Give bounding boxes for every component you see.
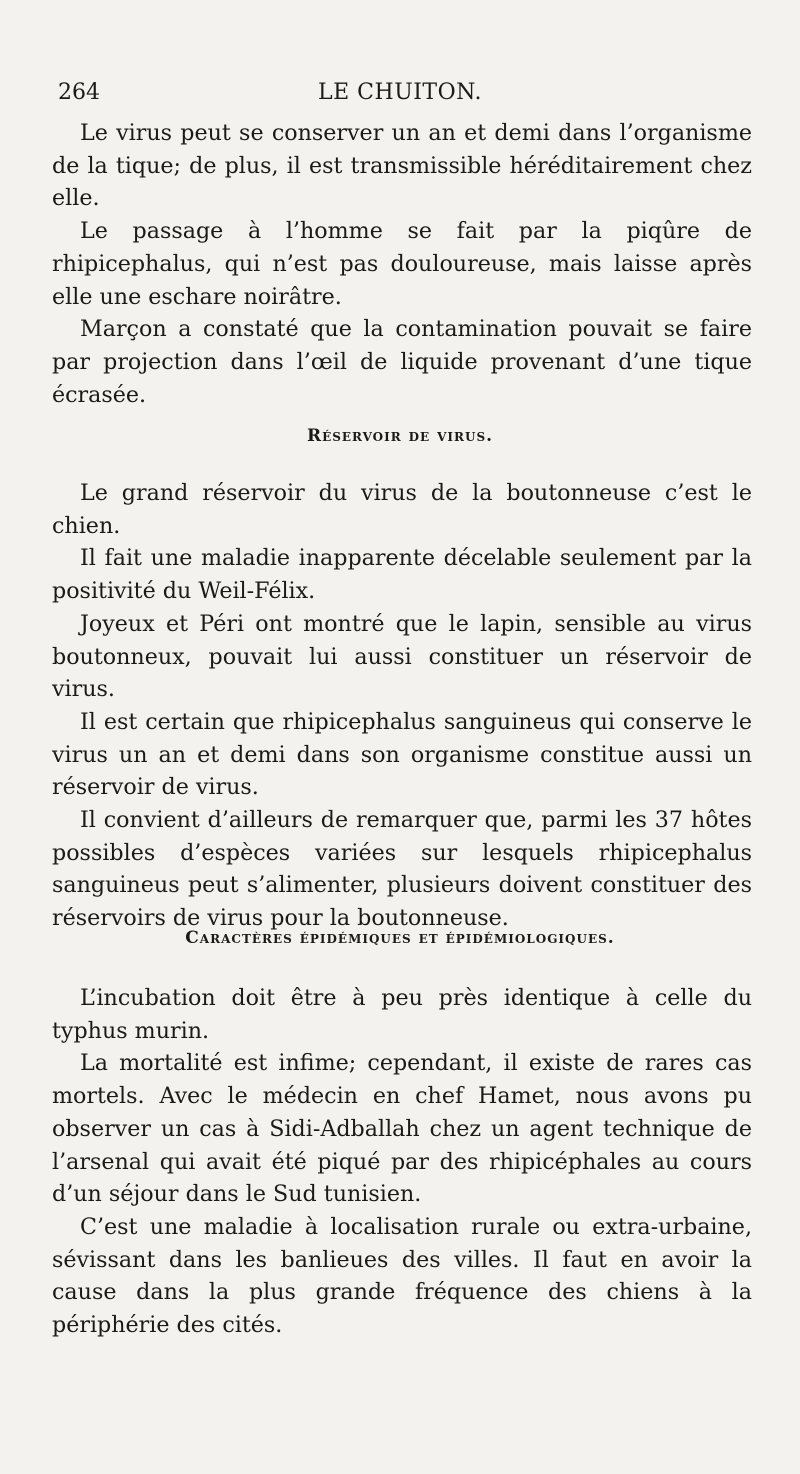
paragraph: Il est certain que rhipicephalus sanguineus qui conserve le virus un an et demi dans son organisme constitue aussi un réservoir de virus. [52,708,752,801]
page-number: 264 [58,80,100,105]
paragraph: Marçon a constaté que la contamination pouvait se faire par projection dans l’œil de liquide provenant d’une tique écrasée. [52,316,752,408]
paragraph: Il fait une maladie inapparente décelable seulement par la positivité du Weil-Félix. [52,545,752,605]
paragraph: Le passage à l’homme se fait par la piqûre de rhipicephalus, qui n’est pas douloureuse, mais laisse après elle une eschare noirâtre. [52,218,752,310]
section-intro [52,117,752,411]
section-caracteres [52,982,752,1342]
section-heading-reservoir: Réservoir de virus. [306,426,494,446]
paragraph: Le virus peut se conserver un an et demi dans l’organisme de la tique; de plus, il est transmissible héréditairement chez elle. [52,120,752,212]
section-reservoir [52,477,752,935]
paragraph: C’est une maladie à localisation rurale ou extra-urbaine, sévissant dans les banlieues des villes. Il faut en avoir la cause dans la plus grande fréquence des chiens à la périphérie des cités. [52,1213,752,1339]
section-heading-caracteres: Caractères épidémiques et épidémiologiques. [185,928,615,948]
paragraph: L’incubation doit être à peu près identique à celle du typhus murin. [52,985,752,1044]
paragraph: La mortalité est infime; cependant, il existe de rares cas mortels. Avec le médecin en chef Hamet, nous avons pu observer un cas à Sidi-Adballah chez un agent technique de l’arsenal qui avait été piqué par des rhipicéphales au cours d’un séjour dans le Sud tunisien. [52,1050,752,1208]
paragraph: Il convient d’ailleurs de remarquer que, parmi les 37 hôtes possibles d’espèces variées sur lesquels rhipicephalus sanguineus peut s’alimenter, plusieurs doivent constituer des réservoirs de virus pour la boutonneuse. [52,807,752,932]
running-title: LE CHUITON. [318,80,482,105]
paragraph: Joyeux et Péri ont montré que le lapin, sensible au virus boutonneux, pouvait lui aussi constituer un réservoir de virus. [52,610,752,703]
paragraph: Le grand réservoir du virus de la boutonneuse c’est le chien. [52,480,752,539]
